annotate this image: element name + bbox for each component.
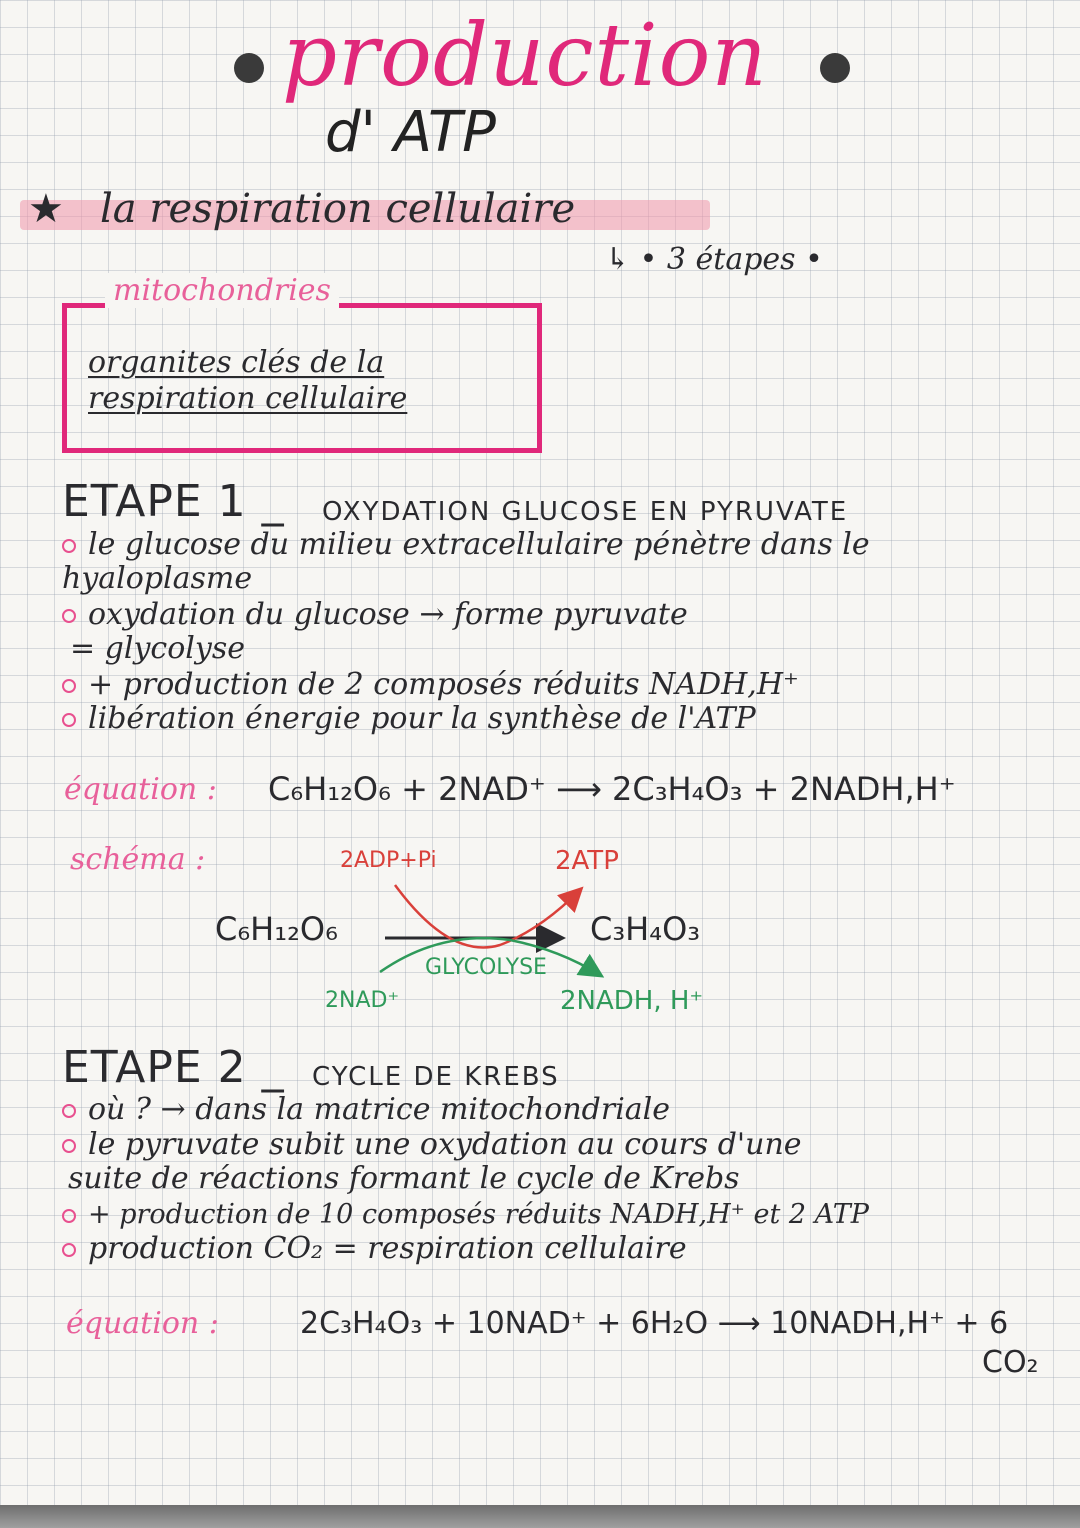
schema-atp-arrow: [395, 885, 580, 948]
etape1-schema-label: schéma :: [70, 842, 206, 877]
etape1-line1b: hyaloplasme: [62, 561, 253, 596]
mitochondria-line2: respiration cellulaire: [88, 381, 408, 416]
page-title: production: [282, 6, 768, 106]
section-heading: la respiration cellulaire: [100, 186, 576, 232]
etape1-heading: OXYDATION GLUCOSE EN PYRUVATE: [322, 497, 849, 527]
etape2-line2: le pyruvate subit une oxydation au cours d'une: [62, 1128, 802, 1162]
etape1-line4: + production de 2 composés réduits NADH,H⁺: [62, 668, 799, 702]
etape2-equation: 2C₃H₄O₃ + 10NAD⁺ + 6H₂O ⟶ 10NADH,H⁺ + 6: [300, 1306, 1009, 1341]
etape2-equation-end: CO₂: [982, 1345, 1039, 1380]
schema-adp: 2ADP+Pi: [340, 848, 437, 873]
section-star-icon: ★: [28, 186, 64, 232]
page-subtitle: d' ATP: [325, 100, 496, 165]
etape1-number: ETAPE 1 _: [62, 476, 285, 527]
binder-hole-left: [234, 53, 264, 83]
schema-glycolyse: GLYCOLYSE: [425, 955, 547, 980]
schema-nadh: 2NADH, H⁺: [560, 986, 704, 1016]
schema-left: C₆H₁₂O₆: [215, 910, 338, 948]
etape2-line4: production CO₂ = respiration cellulaire: [62, 1232, 687, 1266]
etape2-heading: CYCLE DE KREBS: [312, 1062, 560, 1092]
schema-right: C₃H₄O₃: [590, 910, 701, 948]
steps-note: ↳ • 3 étapes •: [605, 242, 823, 277]
binder-hole-right: [820, 53, 850, 83]
etape1-line2: oxydation du glucose → forme pyruvate: [62, 598, 688, 632]
etape1-line5: libération énergie pour la synthèse de l'ATP: [62, 702, 756, 736]
etape2-line2b: suite de réactions formant le cycle de Krebs: [68, 1161, 740, 1196]
mitochondria-label: mitochondries: [105, 273, 339, 308]
etape2-line3: + production de 10 composés réduits NADH,H⁺ et 2 ATP: [62, 1198, 869, 1232]
etape2-line1: où ? → dans la matrice mitochondriale: [62, 1093, 670, 1127]
schema-nad: 2NAD⁺: [325, 988, 400, 1013]
etape1-line3: = glycolyse: [70, 631, 245, 666]
schema-atp: 2ATP: [555, 846, 619, 876]
mitochondria-line1: organites clés de la: [88, 345, 385, 380]
etape1-line1: le glucose du milieu extracellulaire pénètre dans le: [62, 528, 870, 562]
etape2-equation-label: équation :: [66, 1306, 219, 1341]
page-bottom-edge: [0, 1505, 1080, 1528]
etape1-equation: C₆H₁₂O₆ + 2NAD⁺ ⟶ 2C₃H₄O₃ + 2NADH,H⁺: [268, 770, 956, 808]
etape1-equation-label: équation :: [64, 772, 217, 807]
etape2-number: ETAPE 2 _: [62, 1042, 285, 1093]
